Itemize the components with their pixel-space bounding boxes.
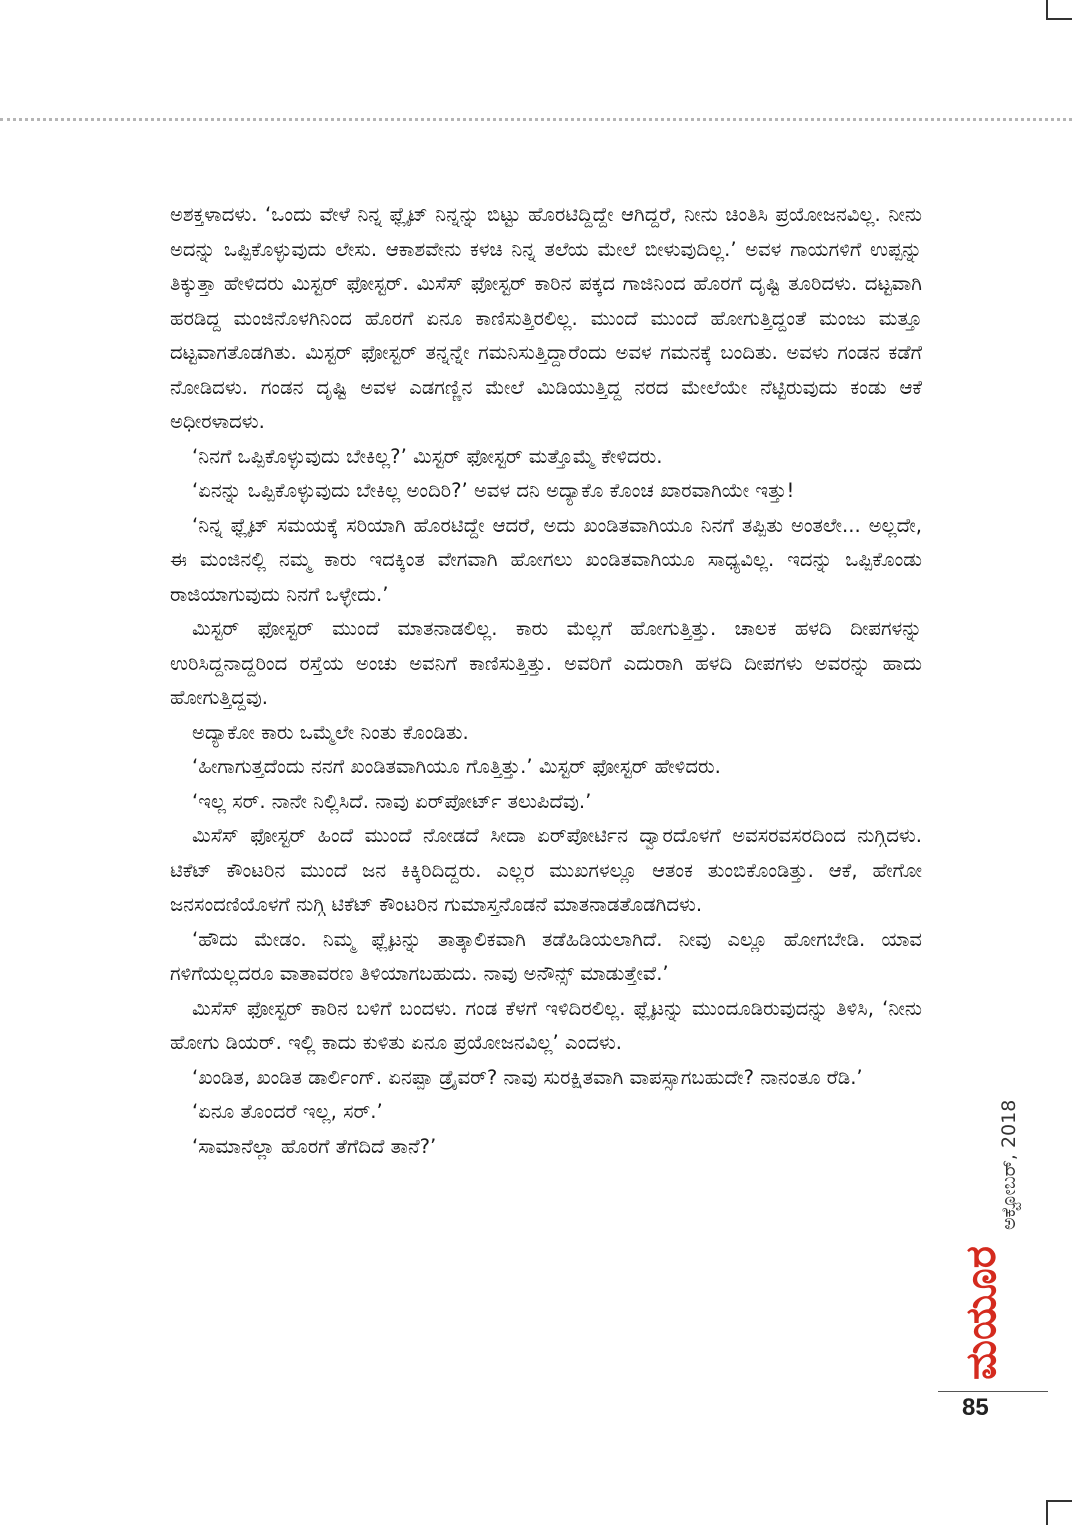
paragraph: ‘ಹೌದು ಮೇಡಂ. ನಿಮ್ಮ ಫ್ಲೈಟನ್ನು ತಾತ್ಕಾಲಿಕವಾಗಿ ತಡೆಹಿಡಿಯಲಾಗಿದೆ. ನೀವು ಎಲ್ಲೂ ಹೋಗಬೇಡಿ. ಯಾವ ಗಳಿಗೆಯಲ್ಲದರೂ ವಾತಾವರಣ ತಿಳಿಯಾಗಬಹುದು. ನಾವು ಅನೌನ್ಸ್ ಮಾಡುತ್ತೇವೆ.’ (170, 927, 922, 985)
page-number: 85 (962, 1394, 989, 1421)
paragraph: ‘ಏನನ್ನು ಒಪ್ಪಿಕೊಳ್ಳುವುದು ಬೇಕಿಲ್ಲ ಅಂದಿರಿ?’ ಅವಳ ದನಿ ಅದ್ಯಾಕೊ ಕೊಂಚ ಖಾರವಾಗಿಯೇ ಇತ್ತು! (192, 479, 795, 502)
paragraph: ‘ಏನೂ ತೊಂದರೆ ಇಲ್ಲ, ಸರ್.’ (192, 1100, 383, 1123)
paragraph: ‘ನಿನ್ನ ಫ್ಲೈಟ್ ಸಮಯಕ್ಕೆ ಸರಿಯಾಗಿ ಹೊರಟಿದ್ದೇ ಆದರೆ, ಅದು ಖಂಡಿತವಾಗಿಯೂ ನಿನಗೆ ತಪ್ಪಿತು ಅಂತಲೇ... ಅಲ್ಲದೇ, ಈ ಮಂಜಿನಲ್ಲಿ ನಮ್ಮ ಕಾರು ಇದಕ್ಕಿಂತ ವೇಗವಾಗಿ ಹೋಗಲು ಖಂಡಿತವಾಗಿಯೂ ಸಾಧ್ಯವಿಲ್ಲ. ಇದನ್ನು ಒಪ್ಪಿಕೊಂಡು ರಾಜಿಯಾಗುವುದು ನಿನಗೆ ಒಳ್ಳೇದು.’ (170, 513, 922, 606)
paragraph: ಅದ್ಯಾಕೋ ಕಾರು ಒಮ್ಮೆಲೇ ನಿಂತು ಕೊಂಡಿತು. (192, 720, 469, 744)
paragraph: ‘ಇಲ್ಲ ಸರ್. ನಾನೇ ನಿಲ್ಲಿಸಿದೆ. ನಾವು ಏರ್‌ಪೋರ್ಟ್ ತಲುಪಿದೆವು.’ (192, 789, 592, 813)
crop-mark-top (1046, 0, 1072, 20)
paragraph: ಮಿಸ್ಟರ್ ಫೋಸ್ಟರ್ ಮುಂದೆ ಮಾತನಾಡಲಿಲ್ಲ. ಕಾರು ಮೆಲ್ಲಗೆ ಹೋಗುತ್ತಿತ್ತು. ಚಾಲಕ ಹಳದಿ ದೀಪಗಳನ್ನು ಉರಿಸಿದ್ದನಾದ್ದರಿಂದ ರಸ್ತೆಯ ಅಂಚು ಅವನಿಗೆ ಕಾಣಿಸುತ್ತಿತ್ತು. ಅವರಿಗೆ ಎದುರಾಗಿ ಹಳದಿ ದೀಪಗಳು ಅವರನ್ನು ಹಾದು ಹೋಗುತ್ತಿದ್ದವು. (170, 617, 922, 709)
issue-date-text: ಅಕ್ಟೋಬರ್, 2018 (998, 1099, 1020, 1230)
paragraph: ‘ಖಂಡಿತ, ಖಂಡಿತ ಡಾರ್ಲಿಂಗ್. ಏನಪ್ಪಾ ಡ್ರೈವರ್? ನಾವು ಸುರಕ್ಷಿತವಾಗಿ ವಾಪಸ್ಸಾಗಬಹುದೇ? ನಾನಂತೂ ರೆಡಿ.’ (192, 1065, 863, 1089)
crop-mark-bottom (1046, 1500, 1072, 1525)
magazine-logo (956, 1230, 1005, 1380)
magazine-logo-text: ಮಯೂರ (956, 1246, 1005, 1380)
paragraph: ಮಿಸೆಸ್ ಫೋಸ್ಟರ್ ಕಾರಿನ ಬಳಿಗೆ ಬಂದಳು. ಗಂಡ ಕೆಳಗೆ ಇಳಿದಿರಲಿಲ್ಲ. ಫ್ಲೈಟನ್ನು ಮುಂದೂಡಿರುವುದನ್ನು ತಿಳಿಸಿ, ‘ನೀನು ಹೋಗು ಡಿಯರ್. ಇಲ್ಲಿ ಕಾದು ಕುಳಿತು ಏನೂ ಪ್ರಯೋಜನವಿಲ್ಲ’ ಎಂದಳು. (170, 996, 922, 1054)
paragraph: ‘ಸಾಮಾನೆಲ್ಲಾ ಹೊರಗೆ ತೆಗೆದಿದೆ ತಾನೆ?’ (192, 1134, 437, 1158)
page-number-rule (938, 1391, 1048, 1392)
issue-date (960, 1060, 1020, 1230)
paragraph: ಮಿಸೆಸ್ ಫೋಸ್ಟರ್ ಹಿಂದೆ ಮುಂದೆ ನೋಡದೆ ಸೀದಾ ಏರ್‌ಪೋರ್ಟಿನ ದ್ವಾರದೊಳಗೆ ಅವಸರವಸರದಿಂದ ನುಗ್ಗಿದಳು. ಟಿಕೆಟ್ ಕೌಂಟರಿನ ಮುಂದೆ ಜನ ಕಿಕ್ಕಿರಿದಿದ್ದರು. ಎಲ್ಲರ ಮುಖಗಳಲ್ಲೂ ಆತಂಕ ತುಂಬಿಕೊಂಡಿತ್ತು. ಆಕೆ, ಹೇಗೋ ಜನಸಂದಣಿಯೊಳಗೆ ನುಗ್ಗಿ ಟಿಕೆಟ್ ಕೌಂಟರಿನ ಗುಮಾಸ್ತನೊಡನೆ ಮಾತನಾಡತೊಡಗಿದಳು. (170, 824, 922, 916)
paragraph: ‘ನಿನಗೆ ಒಪ್ಪಿಕೊಳ್ಳುವುದು ಬೇಕಿಲ್ಲ?’ ಮಿಸ್ಟರ್ ಫೋಸ್ಟರ್ ಮತ್ತೊಮ್ಮೆ ಕೇಳಿದರು. (192, 444, 663, 468)
paragraph: ‘ಹೀಗಾಗುತ್ತದೆಂದು ನನಗೆ ಖಂಡಿತವಾಗಿಯೂ ಗೊತ್ತಿತ್ತು.’ ಮಿಸ್ಟರ್ ಫೋಸ್ಟರ್ ಹೇಳಿದರು. (192, 755, 721, 778)
paragraph: ಅಶಕ್ತಳಾದಳು. ‘ಒಂದು ವೇಳೆ ನಿನ್ನ ಫ್ಲೈಟ್ ನಿನ್ನನ್ನು ಬಿಟ್ಟು ಹೊರಟಿದ್ದಿದ್ದೇ ಆಗಿದ್ದರೆ, ನೀನು ಚಿಂತಿಸಿ ಪ್ರಯೋಜನವಿಲ್ಲ. ನೀನು ಅದನ್ನು ಒಪ್ಪಿಕೊಳ್ಳುವುದು ಲೇಸು. ಆಕಾಶವೇನು ಕಳಚಿ ನಿನ್ನ ತಲೆಯ ಮೇಲೆ ಬೀಳುವುದಿಲ್ಲ.’ ಅವಳ ಗಾಯಗಳಿಗೆ ಉಪ್ಪನ್ನು ತಿಕ್ಕುತ್ತಾ ಹೇಳಿದರು ಮಿಸ್ಟರ್ ಫೋಸ್ಟರ್. ಮಿಸೆಸ್ ಫೋಸ್ಟರ್ ಕಾರಿನ ಪಕ್ಕದ ಗಾಜಿನಿಂದ ಹೊರಗೆ ದೃಷ್ಟಿ ತೂರಿದಳು. ದಟ್ಟವಾಗಿ ಹರಡಿದ್ದ ಮಂಜಿನೊಳಗಿನಿಂದ ಹೊರಗೆ ಏನೂ ಕಾಣಿಸುತ್ತಿರಲಿಲ್ಲ. ಮುಂದೆ ಮುಂದೆ ಹೋಗುತ್ತಿದ್ದಂತೆ ಮಂಜು ಮತ್ತೂ ದಟ್ಟವಾಗತೊಡಗಿತು. ಮಿಸ್ಟರ್ ಫೋಸ್ಟರ್ ತನ್ನನ್ನೇ ಗಮನಿಸುತ್ತಿದ್ದಾರೆಂದು ಅವಳ ಗಮನಕ್ಕೆ ಬಂದಿತು. ಅವಳು ಗಂಡನ ಕಡೆಗೆ ನೋಡಿದಳು. ಗಂಡನ ದೃಷ್ಟಿ ಅವಳ ಎಡಗಣ್ಣಿನ ಮೇಲೆ ಮಿಡಿಯುತ್ತಿದ್ದ ನರದ ಮೇಲೆಯೇ ನೆಟ್ಟಿರುವುದು ಕಂಡು ಆಕೆ ಅಧೀರಳಾದಳು. (170, 203, 922, 433)
header-dotted-rule (0, 118, 1072, 121)
article-body (170, 198, 922, 1164)
